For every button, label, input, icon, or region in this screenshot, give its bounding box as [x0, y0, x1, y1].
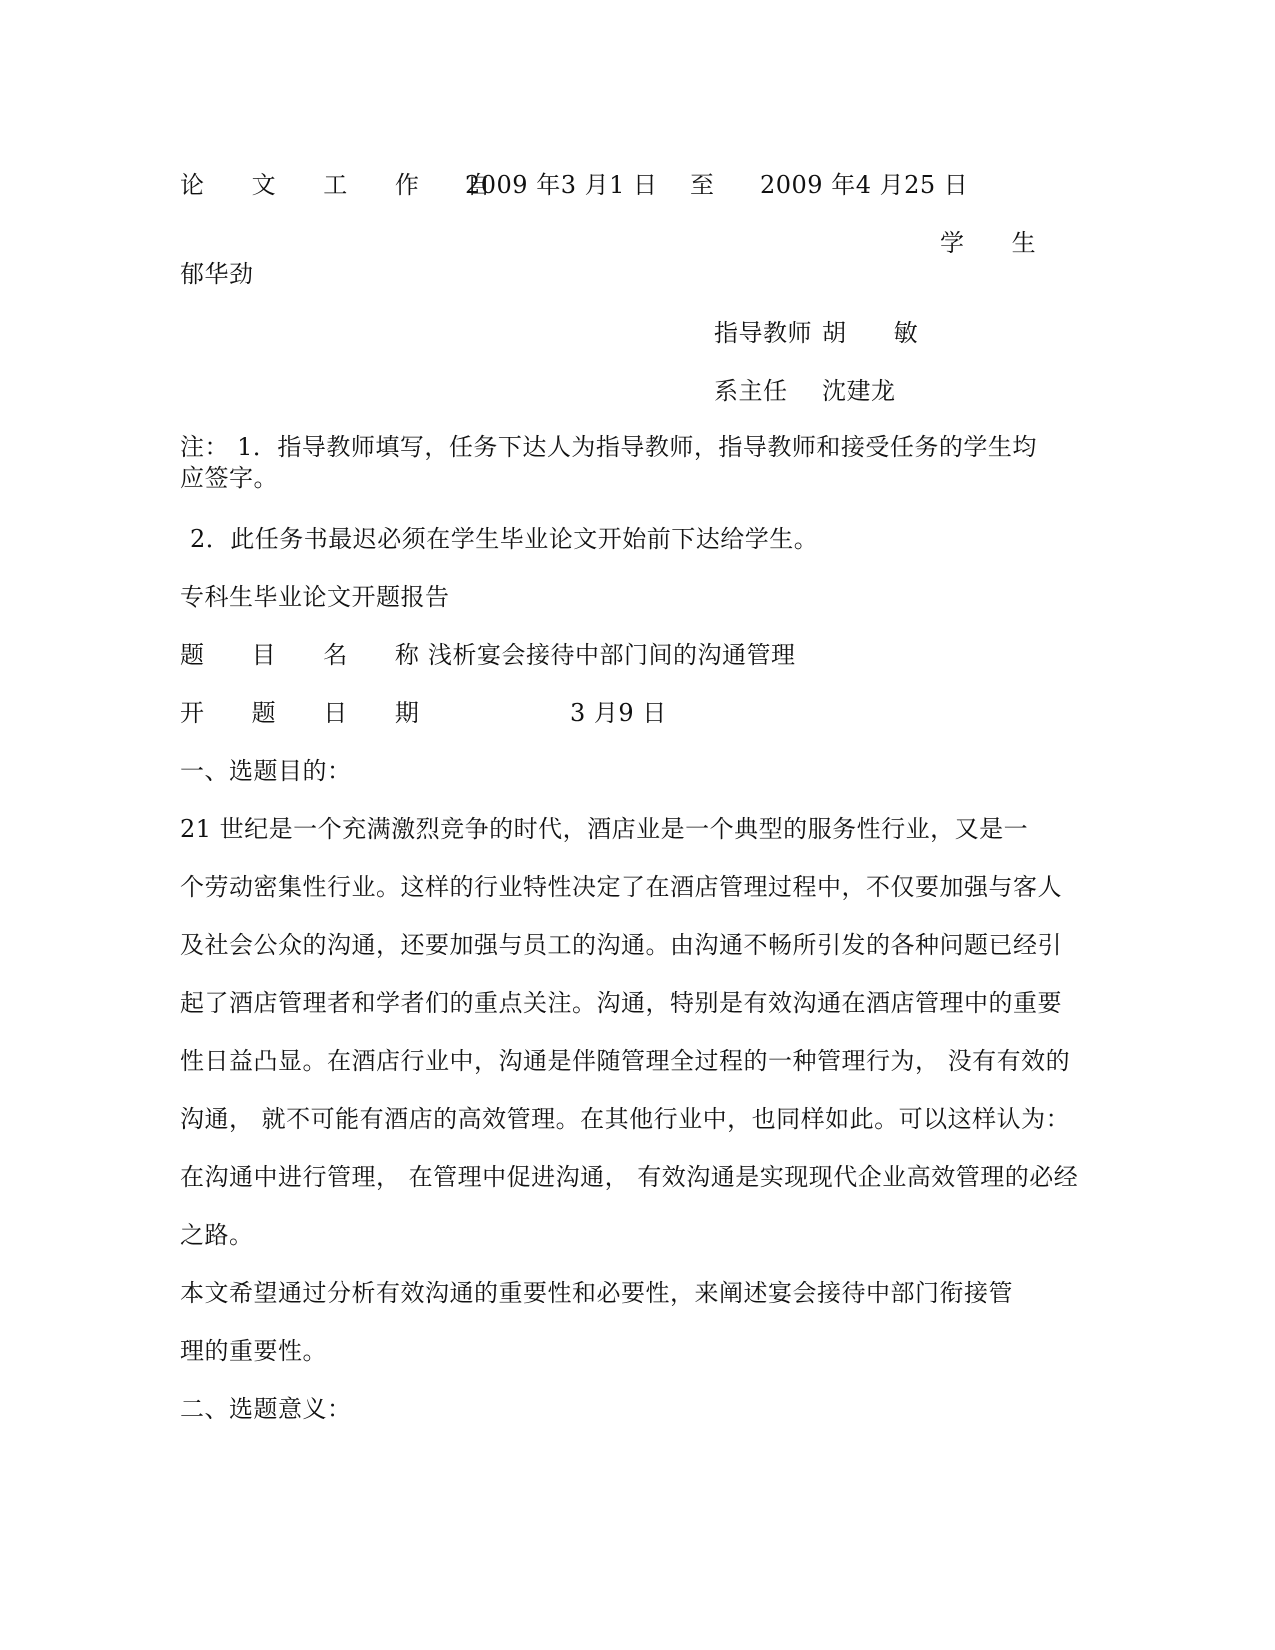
topic-label: 题 目 名 称	[180, 641, 439, 669]
student-label: 学 生	[940, 229, 1056, 257]
report-title: 专科生毕业论文开题报告	[180, 583, 450, 611]
dept-head-name: 沈建龙	[822, 377, 896, 405]
section1-heading: 一、选题目的：	[180, 757, 352, 785]
section1-line: 及社会公众的沟通，还要加强与员工的沟通。由沟通不畅所引发的各种问题已经引	[180, 931, 1062, 959]
work-period-end: 2009 年4 月25 日	[760, 171, 969, 199]
section1-para2-line: 理的重要性。	[180, 1337, 327, 1365]
dept-head-label: 系主任	[714, 377, 788, 405]
section2-heading: 二、选题意义：	[180, 1395, 352, 1423]
date-label: 开 题 日 期	[180, 699, 439, 727]
student-name: 郁华劲	[180, 260, 254, 288]
note-1: 注： 1．指导教师填写，任务下达人为指导教师，指导教师和接受任务的学生均应签字。	[180, 433, 1037, 492]
section1-line: 个劳动密集性行业。这样的行业特性决定了在酒店管理过程中，不仅要加强与客人	[180, 873, 1062, 901]
section1-line: 性日益凸显。在酒店行业中，沟通是伴随管理全过程的一种管理行为， 没有有效的	[180, 1047, 1071, 1075]
advisor-name: 胡 敏	[822, 319, 938, 347]
topic-value: 浅析宴会接待中部门间的沟通管理	[428, 641, 796, 669]
work-period-to: 至	[690, 171, 715, 199]
section1-line: 沟通， 就不可能有酒店的高效管理。在其他行业中，也同样如此。可以这样认为：	[180, 1105, 1071, 1133]
date-value: 3 月9 日	[570, 699, 667, 727]
work-period-start: 2009 年3 月1 日	[465, 171, 658, 199]
section1-line: 起了酒店管理者和学者们的重点关注。沟通，特别是有效沟通在酒店管理中的重要	[180, 989, 1062, 1017]
section1-line: 之路。	[180, 1221, 254, 1249]
section1-para2-line: 本文希望通过分析有效沟通的重要性和必要性，来阐述宴会接待中部门衔接管	[180, 1279, 1013, 1307]
section1-line: 在沟通中进行管理， 在管理中促进沟通， 有效沟通是实现现代企业高效管理的必经	[180, 1163, 1079, 1191]
note-2: 2．此任务书最迟必须在学生毕业论文开始前下达给学生。	[190, 525, 819, 553]
work-period-label: 论 文 工 作 自	[180, 171, 511, 199]
advisor-label: 指导教师	[714, 319, 812, 347]
section1-line: 21 世纪是一个充满激烈竞争的时代，酒店业是一个典型的服务性行业，又是一	[180, 815, 1029, 843]
